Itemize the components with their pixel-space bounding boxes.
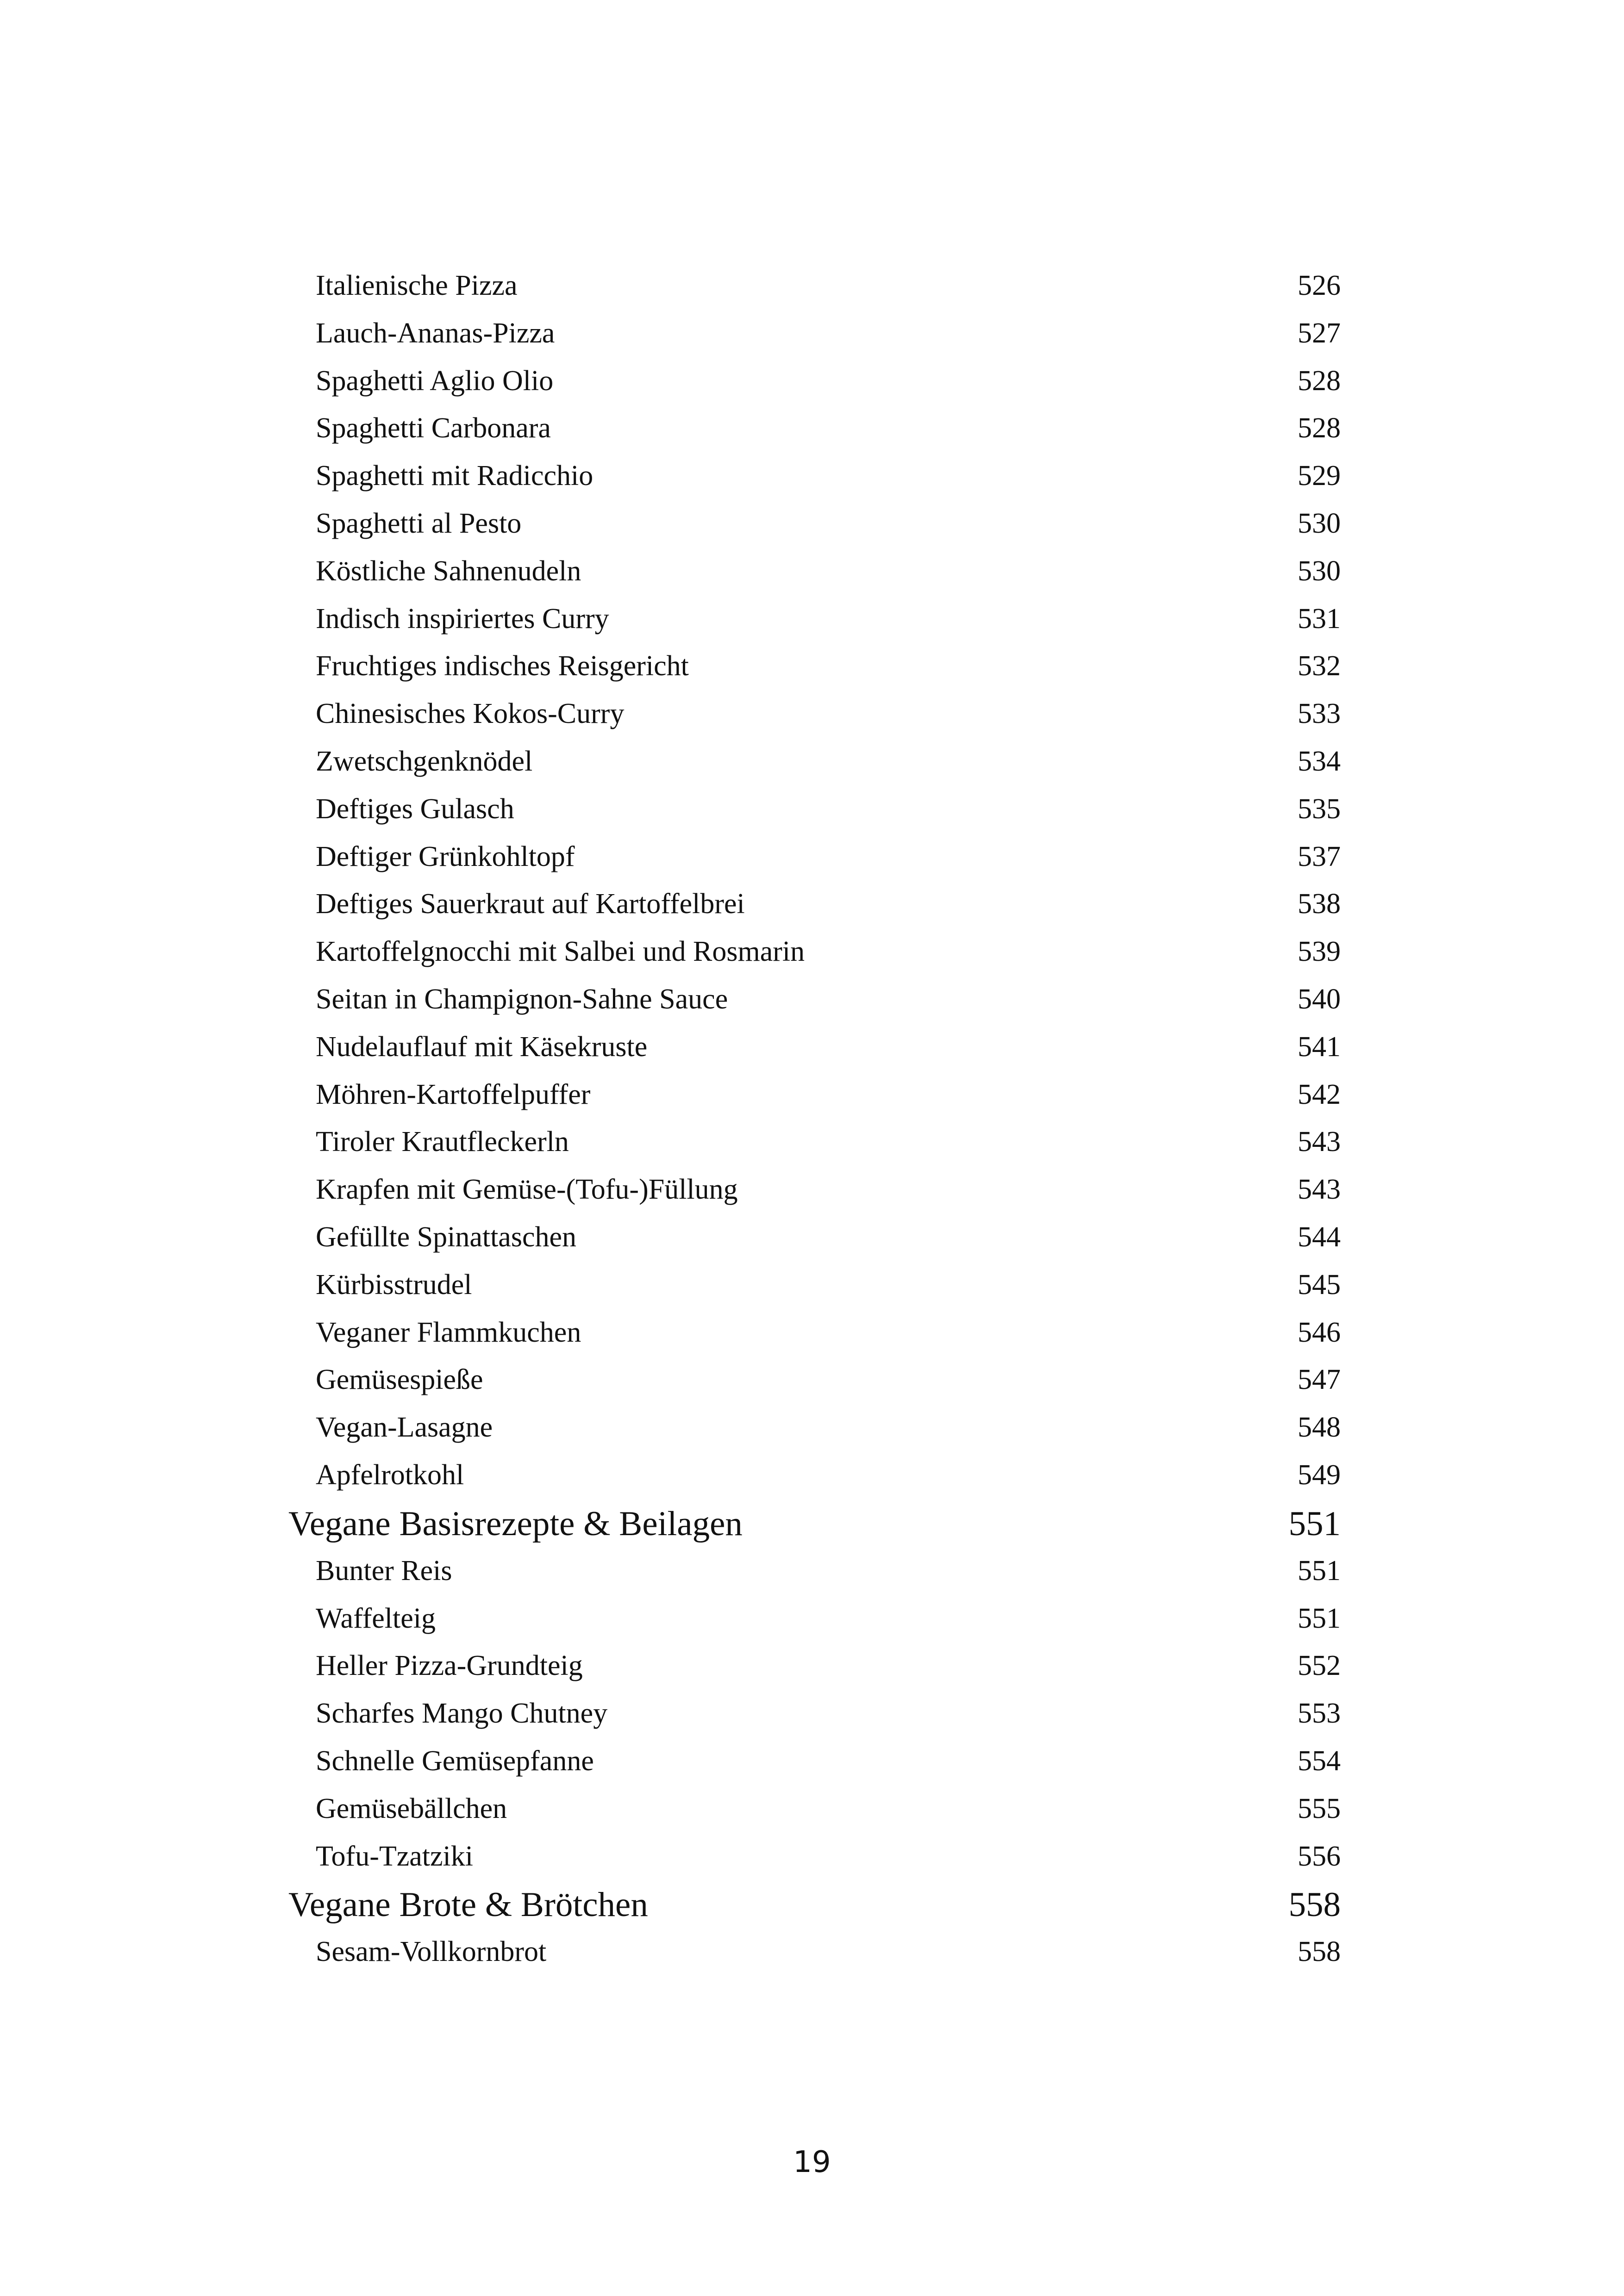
toc-entry: [0, 1119, 1624, 1167]
toc-entry-title: Nudelauflauf mit Käsekruste: [316, 1031, 648, 1063]
toc-entry-title: Spaghetti Carbonara: [316, 412, 551, 444]
toc-entry-title: Deftiges Gulasch: [316, 793, 514, 825]
toc-entry-page: 551: [1298, 1602, 1341, 1634]
toc-entry: [0, 1357, 1624, 1405]
toc-entry-title: Bunter Reis: [316, 1555, 452, 1587]
toc-entry: [0, 501, 1624, 548]
toc-entry-page: 537: [1298, 840, 1341, 872]
toc-entry-page: 540: [1298, 983, 1341, 1015]
toc-entry-page: 543: [1298, 1126, 1341, 1158]
toc-entry-page: 529: [1298, 460, 1341, 492]
toc-entry-page: 546: [1298, 1316, 1341, 1348]
toc-entry: [0, 548, 1624, 596]
toc-entry: [0, 1691, 1624, 1738]
toc-entry-page: 528: [1298, 412, 1341, 444]
toc-section-title: Vegane Basisrezepte & Beilagen: [288, 1504, 743, 1543]
toc-entry-page: 554: [1298, 1745, 1341, 1777]
toc-entry: [0, 1786, 1624, 1834]
toc-entry: [0, 453, 1624, 501]
toc-entry-title: Deftiges Sauerkraut auf Kartoffelbrei: [316, 888, 745, 920]
toc-entry: [0, 1214, 1624, 1262]
toc-entry: [0, 929, 1624, 977]
page-number: 19: [793, 2145, 831, 2179]
toc-entry-title: Waffelteig: [316, 1602, 436, 1634]
toc-entry-title: Kürbisstrudel: [316, 1269, 472, 1300]
toc-entry-title: Spaghetti mit Radicchio: [316, 460, 593, 492]
toc-entry-page: 530: [1298, 555, 1341, 587]
toc-entry-page: 527: [1298, 317, 1341, 349]
toc-entry: [0, 1072, 1624, 1120]
toc-entry: [0, 405, 1624, 453]
toc-entry: [0, 834, 1624, 882]
toc-entry-page: 553: [1298, 1698, 1341, 1730]
toc-entry-page: 556: [1298, 1840, 1341, 1872]
toc-entry-page: 541: [1298, 1031, 1341, 1063]
toc-entry-page: 544: [1298, 1221, 1341, 1253]
toc-entry: [0, 1262, 1624, 1310]
toc-entry-title: Krapfen mit Gemüse-(Tofu-)Füllung: [316, 1174, 738, 1206]
toc-entry-page: 531: [1298, 603, 1341, 635]
toc-entry: [0, 1167, 1624, 1214]
toc-entry-title: Gemüsespieße: [316, 1364, 483, 1396]
toc-entry: [0, 358, 1624, 406]
toc-entry-page: 548: [1298, 1412, 1341, 1444]
toc-entry-page: 552: [1298, 1650, 1341, 1682]
toc-entry-title: Vegan-Lasagne: [316, 1412, 493, 1444]
toc-entry-page: 549: [1298, 1459, 1341, 1491]
toc-entry-page: 534: [1298, 745, 1341, 777]
toc-entry: [0, 739, 1624, 786]
toc-entry: [0, 977, 1624, 1024]
toc-entry-title: Scharfes Mango Chutney: [316, 1698, 608, 1730]
toc-entry-title: Deftiger Grünkohltopf: [316, 840, 575, 872]
toc-entry: [0, 1452, 1624, 1500]
toc-entry-title: Schnelle Gemüsepfanne: [316, 1745, 594, 1777]
toc-entry: [0, 1310, 1624, 1357]
toc-entry-title: Möhren-Kartoffelpuffer: [316, 1078, 591, 1110]
toc-entry-title: Tiroler Krautfleckerln: [316, 1126, 569, 1158]
toc-entry-title: Italienische Pizza: [316, 270, 518, 301]
toc-entry-title: Gefüllte Spinattaschen: [316, 1221, 576, 1253]
toc-section-title: Vegane Brote & Brötchen: [288, 1885, 648, 1924]
toc-entry-title: Veganer Flammkuchen: [316, 1316, 581, 1348]
toc-entry-page: 532: [1298, 650, 1341, 682]
toc-entry-title: Lauch-Ananas-Pizza: [316, 317, 555, 349]
toc-entry-page: 555: [1298, 1792, 1341, 1824]
toc-entry: [0, 643, 1624, 691]
toc-entry-title: Zwetschgenknödel: [316, 745, 533, 777]
toc-entry-page: 547: [1298, 1364, 1341, 1396]
toc-entry-page: 539: [1298, 936, 1341, 968]
toc-entry-title: Heller Pizza-Grundteig: [316, 1650, 583, 1682]
toc-entry-title: Seitan in Champignon-Sahne Sauce: [316, 983, 728, 1015]
toc-entry: [0, 1643, 1624, 1691]
toc-section-page: 558: [1288, 1885, 1341, 1924]
toc-entry-title: Köstliche Sahnenudeln: [316, 555, 581, 587]
toc-entry-title: Gemüsebällchen: [316, 1792, 507, 1824]
toc-entry-page: 558: [1298, 1936, 1341, 1968]
toc-entry-title: Fruchtiges indisches Reisgericht: [316, 650, 689, 682]
toc-entry: [0, 1548, 1624, 1596]
toc-entry: [0, 1929, 1624, 1977]
toc-entry: [0, 263, 1624, 311]
toc-entry-title: Spaghetti Aglio Olio: [316, 365, 554, 397]
toc-entry-title: Tofu-Tzatziki: [316, 1840, 473, 1872]
toc-section-heading: [0, 1881, 1624, 1929]
toc-entry-title: Kartoffelgnocchi mit Salbei und Rosmarin: [316, 936, 805, 968]
toc-entry: [0, 1024, 1624, 1072]
table-of-contents: [0, 263, 1624, 1977]
toc-section-page: 551: [1288, 1504, 1341, 1543]
toc-entry: [0, 1738, 1624, 1786]
toc-entry: [0, 1834, 1624, 1881]
toc-section-heading: [0, 1500, 1624, 1548]
toc-entry-title: Chinesisches Kokos-Curry: [316, 698, 625, 730]
toc-entry: [0, 1405, 1624, 1452]
toc-entry: [0, 1596, 1624, 1643]
toc-entry: [0, 311, 1624, 358]
toc-entry-title: Sesam-Vollkornbrot: [316, 1936, 547, 1968]
toc-entry: [0, 691, 1624, 739]
toc-entry-page: 533: [1298, 698, 1341, 730]
toc-entry-page: 542: [1298, 1078, 1341, 1110]
toc-entry-page: 528: [1298, 365, 1341, 397]
toc-entry-title: Spaghetti al Pesto: [316, 507, 522, 539]
toc-entry: [0, 881, 1624, 929]
toc-entry-page: 526: [1298, 270, 1341, 301]
toc-entry: [0, 596, 1624, 644]
toc-entry: [0, 786, 1624, 834]
toc-entry-page: 545: [1298, 1269, 1341, 1300]
toc-entry-title: Apfelrotkohl: [316, 1459, 464, 1491]
toc-entry-page: 551: [1298, 1555, 1341, 1587]
toc-entry-page: 543: [1298, 1174, 1341, 1206]
toc-entry-page: 535: [1298, 793, 1341, 825]
toc-entry-page: 530: [1298, 507, 1341, 539]
toc-entry-title: Indisch inspiriertes Curry: [316, 603, 609, 635]
toc-entry-page: 538: [1298, 888, 1341, 920]
